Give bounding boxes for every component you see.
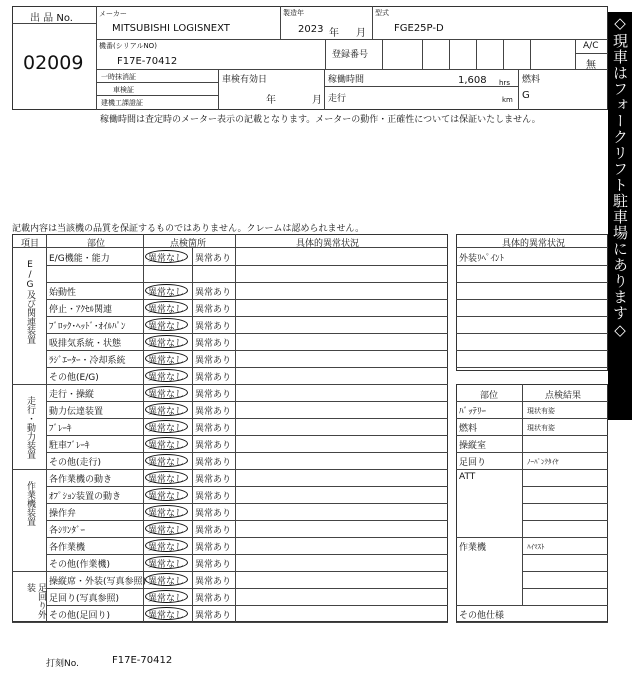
row-divider: [46, 435, 448, 436]
divider: [382, 39, 383, 69]
sub-divider: [522, 588, 608, 589]
status-normal: 異常なし: [148, 254, 185, 264]
status-abnormal: 異常あり: [195, 390, 232, 400]
row-divider: [46, 384, 448, 385]
group-divider: [12, 571, 46, 572]
row-divider: [46, 554, 448, 555]
row-divider: [46, 333, 448, 334]
divider: [522, 469, 523, 537]
model-label: 型式: [375, 9, 389, 17]
distance-unit: km: [502, 96, 513, 104]
table-row-part: 動力伝達装置: [49, 407, 104, 417]
status-normal: 異常なし: [148, 560, 185, 570]
table-row-part: 各作業機: [49, 543, 86, 553]
row-divider: [46, 469, 448, 470]
result-part: その他仕様: [459, 611, 505, 621]
row-divider: [46, 299, 448, 300]
expiry-year-unit: 年: [266, 95, 276, 106]
shaken-cert-label: 車検証: [113, 86, 134, 94]
table-row-part: ﾌﾞﾛｯｸ･ﾍｯﾄﾞ･ｵｲﾙﾊﾟﾝ: [49, 322, 126, 332]
table-row-part: その他(走行): [49, 458, 102, 468]
ac-label: A/C: [583, 41, 599, 51]
divider: [518, 69, 519, 110]
table-row-part: その他(E/G): [49, 373, 99, 383]
status-abnormal: 異常あり: [195, 526, 232, 536]
status-normal: 異常なし: [148, 322, 185, 332]
row-divider: [456, 401, 608, 402]
row-divider: [46, 486, 448, 487]
header-item: 項目: [21, 239, 40, 249]
status-normal: 異常なし: [148, 356, 185, 366]
divider: [449, 39, 450, 69]
status-normal: 異常なし: [148, 543, 185, 553]
table-row-part: ﾗｼﾞｴｰﾀｰ・冷却系統: [49, 356, 126, 366]
status-normal: 異常なし: [148, 594, 185, 604]
stamp-no-label: 打刻No.: [46, 659, 79, 669]
row-divider: [456, 537, 608, 538]
divider: [280, 6, 281, 39]
stamp-no-value: F17E-70412: [112, 655, 173, 666]
fuel-value: G: [522, 90, 530, 101]
serial-label: 機番(シリアルNO): [99, 42, 157, 50]
row-divider: [456, 265, 608, 266]
hours-value: 1,608: [458, 75, 487, 86]
row-divider: [456, 316, 608, 317]
row-divider: [46, 520, 448, 521]
header-detail: 具体的異常状況: [296, 239, 360, 249]
year-value: 2023: [298, 24, 324, 35]
table-row-part: ｵﾌﾟｼｮﾝ装置の動き: [49, 492, 122, 502]
temp-cert-label: 一時抹消証: [101, 73, 136, 81]
group-label: E/G及び関連装置: [25, 260, 35, 344]
divider: [96, 82, 218, 83]
hours-label: 稼働時間: [328, 75, 365, 85]
status-normal: 異常なし: [148, 339, 185, 349]
expiry-label: 車検有効日: [222, 75, 268, 85]
row-divider: [46, 571, 448, 572]
table-row-part: 操作弁: [49, 509, 77, 519]
status-abnormal: 異常あり: [195, 560, 232, 570]
year-unit: 年: [329, 28, 339, 39]
status-normal: 異常なし: [148, 509, 185, 519]
row-divider: [456, 605, 608, 606]
model-value: FGE25P-D: [394, 23, 444, 34]
divider: [422, 39, 423, 69]
row-divider: [456, 622, 608, 623]
sub-divider: [522, 486, 608, 487]
meter-note: 稼働時間は査定時のメーター表示の記載となります。メーターの動作・正確性については保証いたしません。: [100, 115, 541, 125]
divider: [96, 39, 608, 40]
result-value: ﾊｲﾏｽﾄ: [527, 543, 545, 551]
status-normal: 異常なし: [148, 407, 185, 417]
status-abnormal: 異常あり: [195, 373, 232, 383]
status-abnormal: 異常あり: [195, 407, 232, 417]
table-row-part: その他(足回り): [49, 611, 111, 621]
group-label: 走行・動力装置: [25, 396, 35, 459]
header-part: 部位: [87, 239, 106, 249]
row-divider: [456, 350, 608, 351]
table-row-part: 各ｼﾘﾝﾀﾞｰ: [49, 526, 86, 536]
group-label: 足回り外装: [25, 583, 46, 619]
divider: [522, 537, 523, 605]
remark-entry: 外装ﾘﾍﾟｲﾝﾄ: [459, 254, 505, 264]
sub-divider: [522, 554, 608, 555]
status-abnormal: 異常あり: [195, 492, 232, 502]
table-row-part: 操縦席・外装(写真参照): [49, 577, 147, 587]
status-abnormal: 異常あり: [195, 254, 232, 264]
status-abnormal: 異常あり: [195, 441, 232, 451]
status-normal: 異常なし: [148, 288, 185, 298]
divider: [522, 384, 523, 469]
divider: [324, 69, 325, 110]
status-abnormal: 異常あり: [195, 475, 232, 485]
sub-divider: [522, 571, 608, 572]
remarks-header: 具体的異常状況: [502, 239, 566, 249]
fuel-label: 燃料: [522, 75, 541, 85]
col-divider: [143, 234, 144, 622]
row-divider: [46, 350, 448, 351]
row-divider: [46, 401, 448, 402]
divider: [575, 39, 576, 69]
result-part: ﾊﾞｯﾃﾘｰ: [459, 407, 487, 417]
row-divider: [46, 622, 448, 623]
divider: [530, 39, 531, 69]
status-normal: 異常なし: [148, 305, 185, 315]
group-divider: [12, 622, 46, 623]
serial-value: F17E-70412: [117, 56, 178, 67]
status-normal: 異常なし: [148, 526, 185, 536]
status-abnormal: 異常あり: [195, 288, 232, 298]
divider: [324, 86, 518, 87]
hours-unit: hrs: [499, 79, 510, 87]
table-row-part: その他(作業機): [49, 560, 111, 570]
expiry-month-unit: 月: [312, 95, 322, 106]
divider: [476, 39, 477, 69]
shuppin-no-label: 出 品 No.: [30, 13, 73, 24]
divider: [96, 69, 608, 70]
table-row-part: 足回り(写真参照): [49, 594, 120, 604]
header-check: 点検箇所: [170, 239, 207, 249]
status-abnormal: 異常あり: [195, 594, 232, 604]
result-part: 操縦室: [459, 441, 487, 451]
status-abnormal: 異常あり: [195, 611, 232, 621]
ac-value: 無: [586, 60, 596, 71]
status-abnormal: 異常あり: [195, 305, 232, 315]
group-divider: [12, 384, 46, 385]
status-abnormal: 異常あり: [195, 509, 232, 519]
location-banner-text: ◇現車はフォークリフト駐車場にあります◇: [611, 14, 629, 340]
status-abnormal: 異常あり: [195, 543, 232, 553]
row-divider: [456, 282, 608, 283]
divider: [325, 39, 326, 69]
kensa-cert-label: 建機工課證証: [101, 99, 143, 107]
sub-divider: [522, 503, 608, 504]
result-value: 現状有姿: [527, 424, 555, 432]
group-divider: [12, 469, 46, 470]
divider: [372, 6, 373, 39]
table-row-part: 各作業機の動き: [49, 475, 113, 485]
col-divider: [235, 234, 236, 622]
maker-value: MITSUBISHI LOGISNEXT: [112, 23, 230, 34]
status-normal: 異常なし: [148, 390, 185, 400]
group-label: 作業機装置: [25, 481, 35, 526]
row-divider: [46, 282, 448, 283]
status-normal: 異常なし: [148, 611, 185, 621]
result-value: ﾉｰﾊﾟﾝｸﾀｲﾔ: [527, 458, 559, 466]
status-normal: 異常なし: [148, 424, 185, 434]
row-divider: [456, 299, 608, 300]
result-part: ATT: [459, 472, 476, 482]
row-divider: [456, 435, 608, 436]
sub-divider: [522, 520, 608, 521]
result-part: 足回り: [459, 458, 487, 468]
year-label: 製造年: [283, 9, 304, 17]
row-divider: [456, 469, 608, 470]
status-abnormal: 異常あり: [195, 424, 232, 434]
status-normal: 異常なし: [148, 458, 185, 468]
disclaimer-note: 記載内容は当該機の品質を保証するものではありません。クレームは認められません。: [12, 224, 365, 234]
maker-label: メーカー: [99, 10, 127, 18]
table-row-part: ﾌﾞﾚｰｷ: [49, 424, 72, 434]
shuppin-no-value: 02009: [23, 52, 84, 74]
row-divider: [46, 452, 448, 453]
status-normal: 異常なし: [148, 492, 185, 502]
status-normal: 異常なし: [148, 475, 185, 485]
col-divider: [46, 234, 47, 622]
status-normal: 異常なし: [148, 577, 185, 587]
result-part: 燃料: [459, 424, 478, 434]
row-divider: [456, 418, 608, 419]
row-divider: [46, 588, 448, 589]
table-row-part: 駐車ﾌﾞﾚｰｷ: [49, 441, 90, 451]
status-abnormal: 異常あり: [195, 458, 232, 468]
row-divider: [46, 367, 448, 368]
row-divider: [46, 605, 448, 606]
month-unit: 月: [356, 28, 366, 39]
result-value: 現状有姿: [527, 407, 555, 415]
status-normal: 異常なし: [148, 441, 185, 451]
table-row-part: 走行・操縦: [49, 390, 95, 400]
results-header-part: 部位: [480, 391, 499, 401]
row-divider: [46, 503, 448, 504]
table-row-part: 吸排気系統・状態: [49, 339, 122, 349]
row-divider: [456, 367, 608, 368]
reg-label: 登録番号: [332, 50, 369, 60]
divider: [575, 53, 608, 54]
result-part: 作業機: [459, 543, 487, 553]
results-header-result: 点検結果: [545, 391, 582, 401]
table-row-part: E/G機能・能力: [49, 254, 110, 264]
table-row-part: 停止・ｱｸｾﾙ関連: [49, 305, 113, 315]
status-abnormal: 異常あり: [195, 577, 232, 587]
distance-label: 走行: [328, 94, 347, 104]
row-divider: [46, 418, 448, 419]
status-abnormal: 異常あり: [195, 356, 232, 366]
divider: [503, 39, 504, 69]
status-abnormal: 異常あり: [195, 339, 232, 349]
status-abnormal: 異常あり: [195, 322, 232, 332]
row-divider: [46, 316, 448, 317]
divider: [96, 95, 218, 96]
row-divider: [46, 265, 448, 266]
row-divider: [46, 537, 448, 538]
row-divider: [456, 333, 608, 334]
table-row-part: 始動性: [49, 288, 77, 298]
divider: [218, 69, 219, 110]
table-header-divider: [12, 247, 448, 248]
status-normal: 異常なし: [148, 373, 185, 383]
row-divider: [456, 452, 608, 453]
